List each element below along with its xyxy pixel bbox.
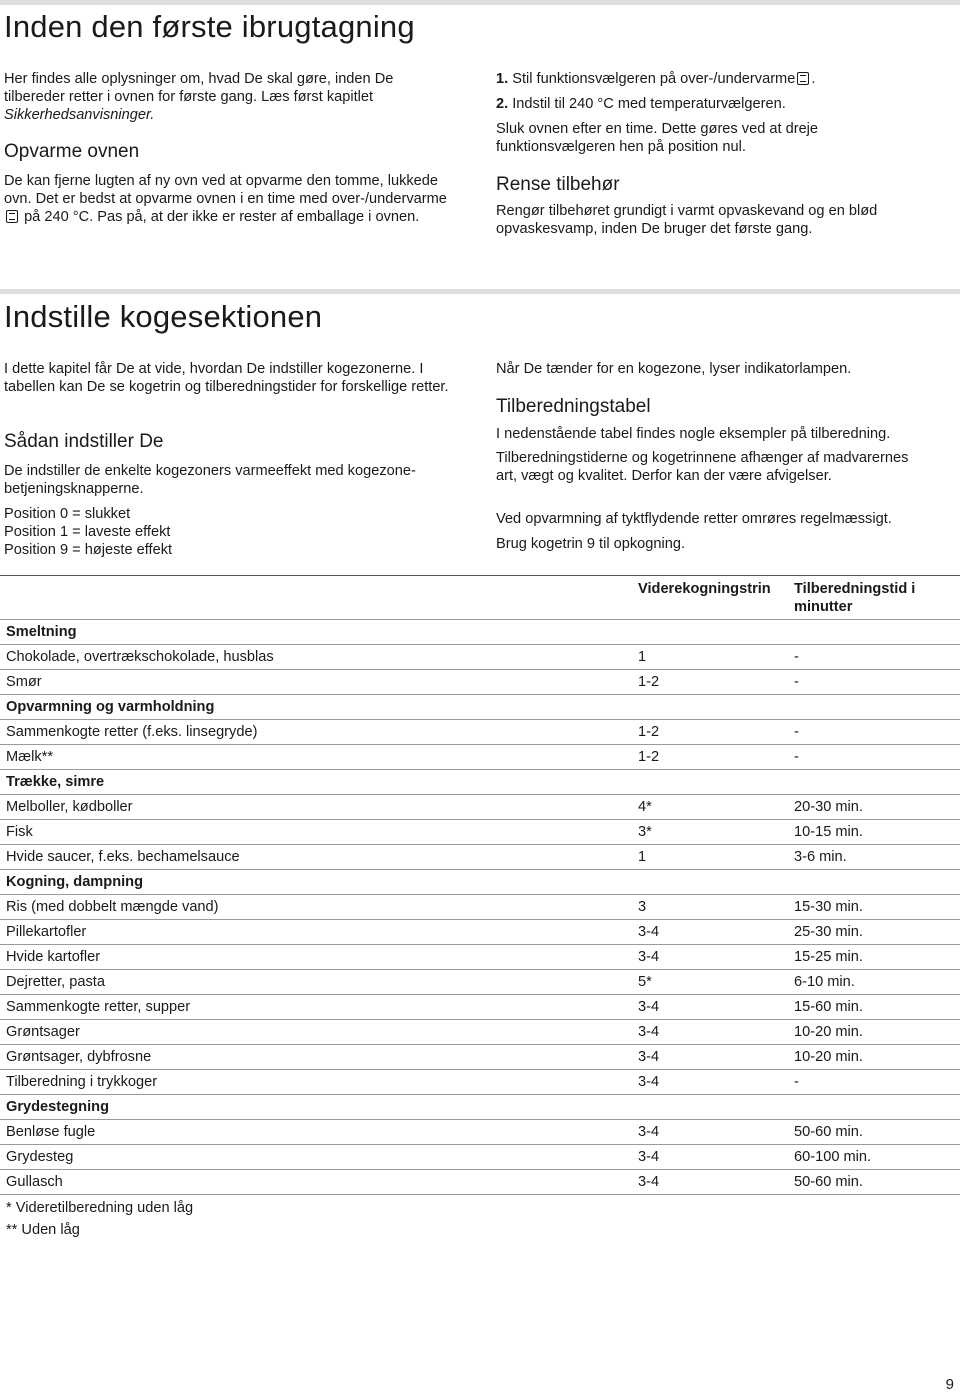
level-cell: 5*: [632, 970, 788, 995]
dish-cell: Mælk**: [0, 745, 632, 770]
table-row: [0, 895, 960, 920]
how-heading: Sådan indstiller De: [4, 431, 164, 452]
time-cell: -: [788, 670, 960, 695]
category-label: Kogning, dampning: [0, 870, 960, 895]
time-cell: -: [788, 645, 960, 670]
position-1: Position 1 = laveste effekt: [4, 524, 171, 540]
table-row: [0, 945, 960, 970]
table-row: [0, 920, 960, 945]
dish-cell: Hvide kartofler: [0, 945, 632, 970]
time-cell: 25-30 min.: [788, 920, 960, 945]
clean-heading: Rense tilbehør: [496, 174, 620, 195]
header-time: Tilberedningstid i minutter: [788, 576, 960, 620]
level-cell: 3-4: [632, 1170, 788, 1195]
level-cell: 1-2: [632, 745, 788, 770]
table-p4: Brug kogetrin 9 til opkogning.: [496, 536, 686, 552]
table-row: [0, 1045, 960, 1070]
dish-cell: Ris (med dobbelt mængde vand): [0, 895, 632, 920]
footnote-1: * Videretilberedning uden låg: [6, 1200, 194, 1216]
intro-text: Her findes alle oplysninger om, hvad De skal gøre, inden De tilbereder retter i ovnen for første gang. Læs først kapitlet Sikkerhedsanvisninger.: [4, 71, 394, 123]
top-bottom-heat-icon: [797, 72, 809, 85]
dish-cell: Grøntsager: [0, 1020, 632, 1045]
time-cell: 10-20 min.: [788, 1020, 960, 1045]
category-row: [0, 1095, 960, 1120]
dish-cell: Sammenkogte retter, supper: [0, 995, 632, 1020]
category-row: [0, 620, 960, 645]
dish-cell: Fisk: [0, 820, 632, 845]
time-cell: 15-30 min.: [788, 895, 960, 920]
table-row: [0, 1070, 960, 1095]
level-cell: 3-4: [632, 1020, 788, 1045]
table-row: [0, 970, 960, 995]
time-cell: -: [788, 1070, 960, 1095]
how-text: De indstiller de enkelte kogezoners varmeeffekt med kogezone-betjeningsknapperne.: [4, 463, 416, 497]
table-row: [0, 1020, 960, 1045]
table-row: [0, 720, 960, 745]
dish-cell: Grydesteg: [0, 1145, 632, 1170]
safety-link[interactable]: Sikkerhedsanvisninger.: [4, 107, 155, 123]
position-0: Position 0 = slukket: [4, 506, 131, 522]
level-cell: 3-4: [632, 995, 788, 1020]
table-p3: Ved opvarmning af tyktflydende retter omrøres regelmæssigt.: [496, 511, 892, 527]
time-cell: -: [788, 745, 960, 770]
header-level: Viderekogningstrin: [632, 576, 788, 620]
table-row: [0, 1170, 960, 1195]
dish-cell: Dejretter, pasta: [0, 970, 632, 995]
table-row: [0, 995, 960, 1020]
s2-intro: I dette kapitel får De at vide, hvordan De indstiller kogezonerne. I tabellen kan De se kogetrin og tilberedningstider for forskellige retter.: [4, 361, 449, 395]
dish-cell: Benløse fugle: [0, 1120, 632, 1145]
category-label: Smeltning: [0, 620, 960, 645]
table-row: [0, 670, 960, 695]
time-cell: 10-20 min.: [788, 1045, 960, 1070]
time-cell: 6-10 min.: [788, 970, 960, 995]
level-cell: 1-2: [632, 720, 788, 745]
category-row: [0, 870, 960, 895]
table-p1: I nedenstående tabel findes nogle eksempler på tilberedning.: [496, 426, 891, 442]
level-cell: 3-4: [632, 920, 788, 945]
level-cell: 3-4: [632, 1070, 788, 1095]
dish-cell: Chokolade, overtrækschokolade, husblas: [0, 645, 632, 670]
dish-cell: Pillekartofler: [0, 920, 632, 945]
top-rule: [0, 0, 960, 5]
category-label: Opvarmning og varmholdning: [0, 695, 960, 720]
level-cell: 3-4: [632, 1120, 788, 1145]
time-cell: 15-25 min.: [788, 945, 960, 970]
table-p2: Tilberedningstiderne og kogetrinnene afhænger af madvarernes art, vægt og kvalitet. Derfor kan der være afvigelser.: [496, 450, 909, 484]
top-bottom-heat-icon: [6, 210, 18, 223]
time-cell: 50-60 min.: [788, 1170, 960, 1195]
level-cell: 3-4: [632, 1045, 788, 1070]
table-heading: Tilberedningstabel: [496, 396, 651, 417]
time-cell: 15-60 min.: [788, 995, 960, 1020]
step-after: Sluk ovnen efter en time. Dette gøres ved at dreje funktionsvælgeren hen på position nul.: [496, 121, 819, 155]
dish-cell: Tilberedning i trykkoger: [0, 1070, 632, 1095]
level-cell: 1: [632, 845, 788, 870]
dish-cell: Hvide saucer, f.eks. bechamelsauce: [0, 845, 632, 870]
table-row: [0, 820, 960, 845]
category-label: Trække, simre: [0, 770, 960, 795]
cooking-table: [0, 576, 960, 1195]
preheat-text: De kan fjerne lugten af ny ovn ved at opvarme den tomme, lukkede ovn. Det er bedst at opvarme ovnen i en time med over-/undervarme på 240 °C. Pas på, at der ikke er rester af emballage i ovnen.: [4, 173, 447, 225]
table-row: [0, 645, 960, 670]
step-1: 1. Stil funktionsvælgeren på over-/undervarme .: [496, 71, 816, 87]
time-cell: -: [788, 720, 960, 745]
table-row: [0, 795, 960, 820]
time-cell: 3-6 min.: [788, 845, 960, 870]
page-number: 9: [945, 1376, 954, 1393]
category-row: [0, 770, 960, 795]
table-body: [0, 620, 960, 1195]
time-cell: 50-60 min.: [788, 1120, 960, 1145]
section-rule: [0, 289, 960, 294]
step-2: 2. Indstil til 240 °C med temperaturvælgeren.: [496, 96, 786, 112]
time-cell: 10-15 min.: [788, 820, 960, 845]
position-9: Position 9 = højeste effekt: [4, 542, 173, 558]
category-row: [0, 695, 960, 720]
time-cell: 20-30 min.: [788, 795, 960, 820]
preheat-heading: Opvarme ovnen: [4, 141, 140, 162]
table-row: [0, 1145, 960, 1170]
table-row: [0, 845, 960, 870]
dish-cell: Smør: [0, 670, 632, 695]
header-dish: [0, 576, 632, 620]
dish-cell: Grøntsager, dybfrosne: [0, 1045, 632, 1070]
level-cell: 1: [632, 645, 788, 670]
table-row: [0, 745, 960, 770]
table-row: [0, 1120, 960, 1145]
dish-cell: Sammenkogte retter (f.eks. linsegryde): [0, 720, 632, 745]
level-cell: 4*: [632, 795, 788, 820]
table-header-row: [0, 576, 960, 620]
footnote-2: ** Uden låg: [6, 1222, 80, 1238]
dish-cell: Gullasch: [0, 1170, 632, 1195]
level-cell: 3*: [632, 820, 788, 845]
section-title: Inden den første ibrugtagning: [4, 9, 415, 44]
dish-cell: Melboller, kødboller: [0, 795, 632, 820]
clean-text: Rengør tilbehøret grundigt i varmt opvaskevand og en blød opvaskesvamp, inden De bruger det første gang.: [496, 203, 878, 237]
level-cell: 3-4: [632, 945, 788, 970]
indicator-text: Når De tænder for en kogezone, lyser indikatorlampen.: [496, 361, 852, 377]
section-title-2: Indstille kogesektionen: [4, 299, 323, 334]
level-cell: 3: [632, 895, 788, 920]
category-label: Grydestegning: [0, 1095, 960, 1120]
level-cell: 1-2: [632, 670, 788, 695]
time-cell: 60-100 min.: [788, 1145, 960, 1170]
level-cell: 3-4: [632, 1145, 788, 1170]
